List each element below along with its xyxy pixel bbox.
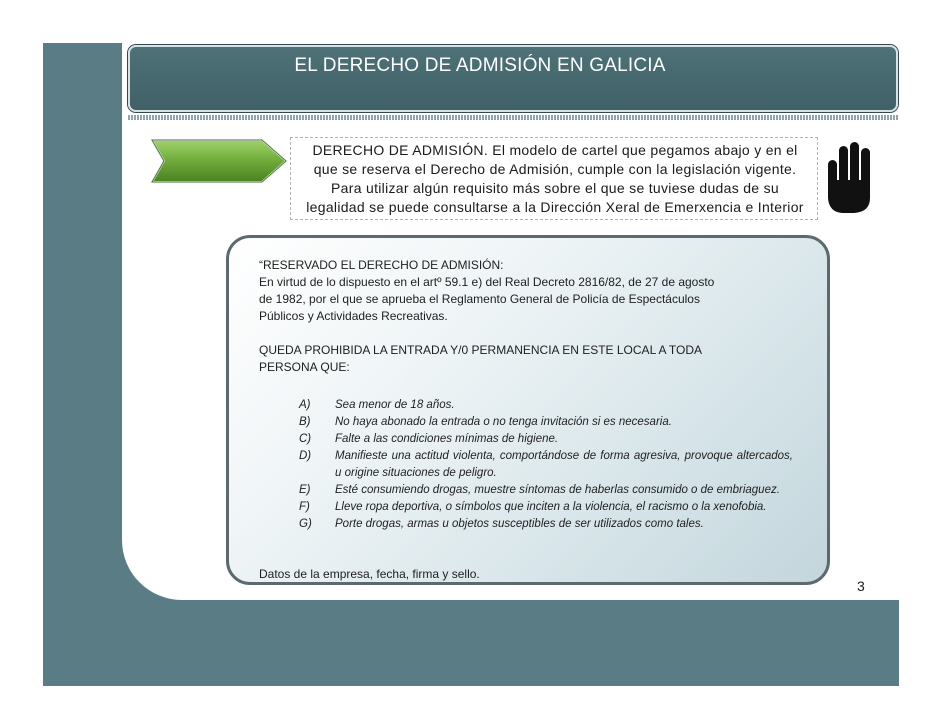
item-letter: B) <box>299 416 311 428</box>
notice-line: DERECHO DE ADMISIÓN. El modelo de cartel que pegamos abajo y en el <box>312 142 798 158</box>
sign-intro-line: En virtud de lo dispuesto en el artº 59.1 e) del Real Decreto 2816/82, de 27 de agosto <box>259 275 715 289</box>
admission-sign <box>226 235 830 585</box>
notice-line: que se reserva el Derecho de Admisión, cumple con la legislación vigente. <box>313 161 797 177</box>
list-item <box>299 482 793 499</box>
sign-intro-line: Públicos y Actividades Recreativas. <box>259 309 448 323</box>
item-letter: F) <box>299 501 310 513</box>
item-text: Manifieste una actitud violenta, comportándose de forma agresiva, provoque altercados, u origine situaciones de peligro. <box>335 450 793 479</box>
right-arrow-icon <box>150 138 288 184</box>
item-text: Falte a las condiciones mínimas de higiene. <box>335 433 559 445</box>
slide-title: EL DERECHO DE ADMISIÓN EN GALICIA <box>294 55 666 76</box>
item-text: Sea menor de 18 años. <box>335 399 455 411</box>
notice-line: Para utilizar algún requisito más sobre el que se tuviese dudas de su <box>331 180 779 196</box>
sign-prohibition-line: PERSONA QUE: <box>259 360 350 374</box>
list-item <box>299 499 793 516</box>
list-item <box>299 448 793 482</box>
title-bar <box>128 45 898 112</box>
item-letter: D) <box>299 450 312 462</box>
item-text: Porte drogas, armas u objetos susceptibles de ser utilizados como tales. <box>335 518 704 530</box>
sign-intro-line: “RESERVADO EL DERECHO DE ADMISIÓN: <box>259 258 504 272</box>
notice-box <box>290 137 818 220</box>
list-item <box>299 397 793 414</box>
sign-intro-line: de 1982, por el que se aprueba el Reglamento General de Policía de Espectáculos <box>259 292 700 306</box>
sign-prohibition <box>259 342 789 376</box>
sign-intro <box>259 257 769 325</box>
item-letter: E) <box>299 484 311 496</box>
item-letter: C) <box>299 433 312 445</box>
sign-footer: Datos de la empresa, fecha, firma y sello. <box>259 567 480 581</box>
item-text: Lleve ropa deportiva, o símbolos que inciten a la violencia, el racismo o la xenofobia. <box>335 501 767 513</box>
item-letter: A) <box>299 399 311 411</box>
stop-hand-icon <box>824 140 874 215</box>
list-item <box>299 414 793 431</box>
list-item <box>299 516 793 533</box>
notice-text <box>291 141 819 217</box>
notice-line: legalidad se puede consultarse a la Dirección Xeral de Emerxencia e Interior <box>306 199 804 215</box>
item-text: Esté consumiendo drogas, muestre síntomas de haberlas consumido o de embriaguez. <box>335 484 780 496</box>
page-number: 3 <box>857 578 865 594</box>
list-item <box>299 431 793 448</box>
title-divider <box>128 115 898 120</box>
sign-prohibition-line: QUEDA PROHIBIDA LA ENTRADA Y/0 PERMANENCIA EN ESTE LOCAL A TODA <box>259 343 703 357</box>
item-letter: G) <box>299 518 312 530</box>
conditions-list <box>299 397 793 533</box>
item-text: No haya abonado la entrada o no tenga invitación si es necesaria. <box>335 416 672 428</box>
